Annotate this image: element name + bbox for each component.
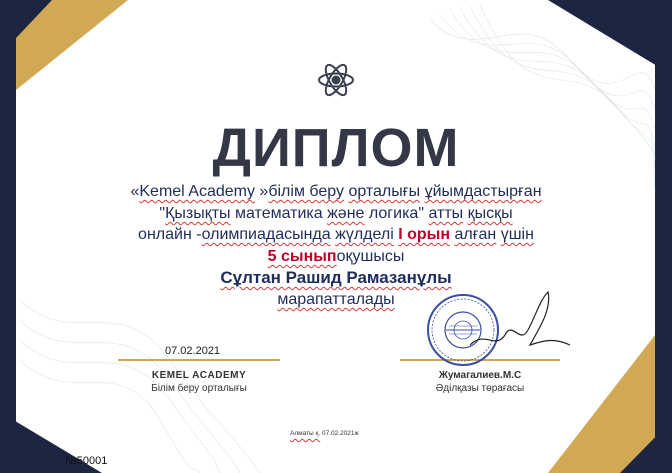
text-fragment: үшін xyxy=(500,226,534,243)
text-fragment: « xyxy=(130,183,140,200)
diploma-title: ДИПЛОМ xyxy=(212,118,460,178)
student-name: Сұлтан Рашид Рамазанұлы xyxy=(220,268,452,287)
grade-highlight: 5 сынып xyxy=(267,248,337,265)
text-fragment: олимпиадасында xyxy=(201,226,331,243)
text-fragment: білім беру xyxy=(268,183,344,200)
place-highlight: I орын xyxy=(398,226,450,243)
organization-name: KEMEL ACADEMY xyxy=(151,370,247,381)
text-fragment: орталығы xyxy=(348,183,421,200)
text-fragment: " xyxy=(159,205,166,222)
text-fragment: жүлделі xyxy=(335,226,394,243)
place-city: Алматы қ. xyxy=(290,430,321,437)
text-fragment: логика" xyxy=(364,205,429,222)
navy-corner-top-right xyxy=(548,0,672,75)
certificate-number: №50001 xyxy=(65,455,108,467)
atom-icon xyxy=(319,62,353,98)
text-fragment: онлайн - xyxy=(138,226,202,243)
text-line-3 xyxy=(0,225,672,245)
text-fragment: оқушысы xyxy=(336,248,405,265)
text-line-4 xyxy=(0,247,672,267)
text-fragment: қысқы xyxy=(467,205,513,222)
text-fragment: » xyxy=(254,183,269,200)
text-fragment: алған xyxy=(454,226,497,243)
text-line-2 xyxy=(0,204,672,224)
text-fragment: ұйымдастырған xyxy=(424,183,542,200)
text-fragment: Kemel Academy xyxy=(139,183,255,200)
signer-role: Әділқазы төрағасы xyxy=(435,383,525,394)
text-line-1 xyxy=(0,182,672,202)
issue-date: 07.02.2021 xyxy=(165,345,221,357)
text-fragment: атты xyxy=(428,205,464,222)
gold-corner-bottom-right xyxy=(548,335,655,473)
signer-name: Жумагалиев.М.С xyxy=(438,370,522,381)
organization-role: Білім беру орталығы xyxy=(151,383,247,394)
place-and-date xyxy=(290,430,359,437)
place-date-value: 07.02.2021ж xyxy=(320,430,359,437)
awarded-text: марапатталады xyxy=(277,291,395,308)
text-fragment: математика xyxy=(230,205,328,222)
text-fragment: және xyxy=(327,205,365,222)
text-fragment: Қызықты xyxy=(165,205,231,222)
